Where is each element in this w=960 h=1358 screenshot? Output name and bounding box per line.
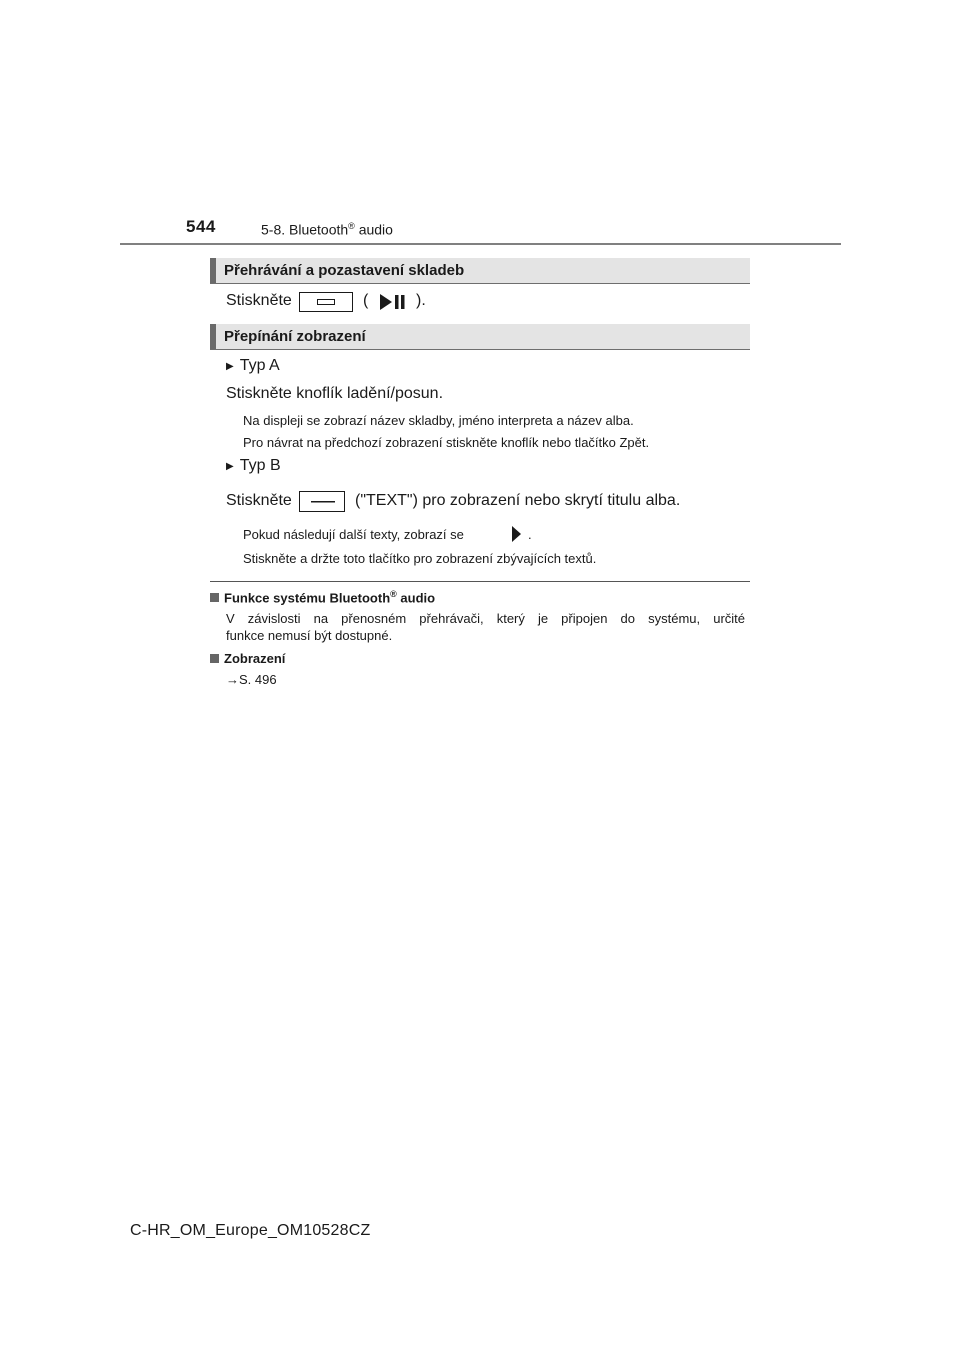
type-b-note-2: Stiskněte a držte toto tlačítko pro zobrazení zbývajících textů. [243, 551, 597, 566]
notes-divider [210, 581, 750, 582]
section-heading-playback [210, 258, 750, 284]
type-b-instruction-text: ("TEXT") pro zobrazení nebo skrytí titulu alba. [355, 492, 681, 509]
document-code: C-HR_OM_Europe_OM10528CZ [130, 1222, 371, 1239]
type-b-label: ▶ Typ B [226, 457, 281, 474]
type-a-instruction: Stiskněte knoflík ladění/posun. [226, 385, 444, 402]
note-display-reference[interactable]: →S. 496 [226, 672, 277, 687]
key-line-icon [317, 299, 335, 305]
more-text-arrow-icon [511, 524, 523, 544]
type-b-instruction-label: Stiskněte [226, 492, 292, 509]
page-number: 544 [186, 217, 216, 236]
play-pause-icon [380, 294, 406, 310]
header-divider [120, 243, 841, 245]
square-bullet-icon [210, 654, 219, 663]
key-dash-icon [311, 501, 335, 503]
section-accent [210, 324, 216, 349]
chapter-title: 5-8. Bluetooth® audio [261, 221, 393, 238]
type-b-note-1-end: . [528, 527, 532, 542]
preset-button-icon [299, 292, 353, 312]
paren-open: ( [363, 292, 369, 309]
type-a-note-2: Pro návrat na předchozí zobrazení stiskněte knoflík nebo tlačítko Zpět. [243, 435, 650, 450]
note-bluetooth-line-2: funkce nemusí být dostupné. [226, 628, 393, 643]
note-heading-bluetooth: Funkce systému Bluetooth® audio [210, 589, 435, 605]
note-bluetooth-line-1: V závislosti na přenosném přehrávači, který je připojen do systému, určité [226, 611, 745, 626]
section-title: Přepínání zobrazení [224, 328, 366, 345]
bullet-arrow-icon: ▶ [226, 461, 234, 472]
bullet-arrow-icon: ▶ [226, 361, 234, 372]
playback-instruction-label: Stiskněte [226, 292, 292, 309]
type-b-note-1: Pokud následují další texty, zobrazí se [243, 527, 464, 542]
section-accent [210, 258, 216, 283]
square-bullet-icon [210, 593, 219, 602]
section-title: Přehrávání a pozastavení skladeb [224, 262, 465, 279]
type-a-label: ▶ Typ A [226, 357, 280, 374]
section-heading-display [210, 324, 750, 350]
type-a-note-1: Na displeji se zobrazí název skladby, jméno interpreta a název alba. [243, 413, 634, 428]
paren-close: ). [416, 292, 426, 309]
reference-arrow-icon: → [226, 672, 239, 687]
text-button-icon [299, 491, 345, 512]
note-heading-display: Zobrazení [210, 651, 285, 666]
